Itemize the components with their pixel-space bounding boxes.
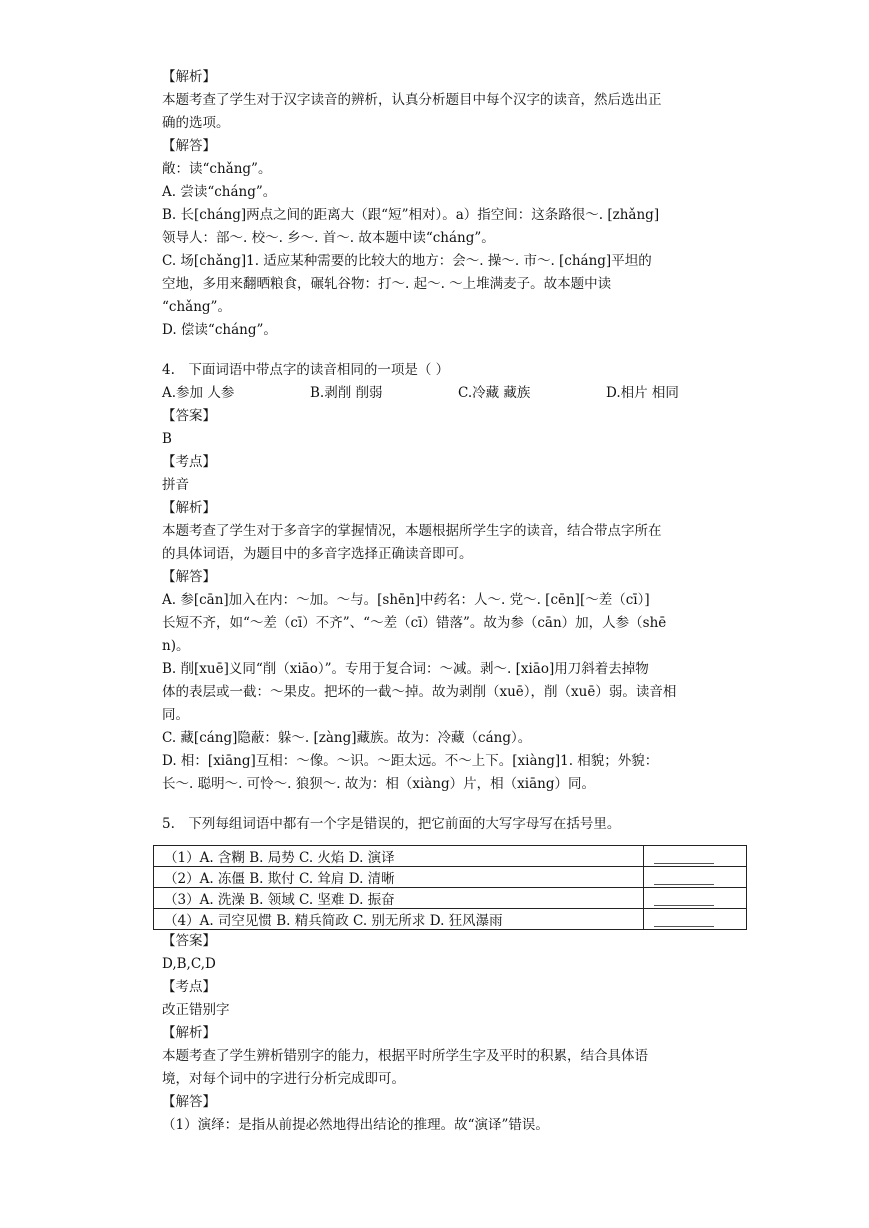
spacer [162,342,752,359]
solution-line: 体的表层或一截：～果皮。把坏的一截～掉。故为剥削（xuē），削（xuē）弱。读音相 [162,684,677,700]
solution-line: A. 参[cān]加入在内：～加。～与。[shēn]中药名：人～. 党～. [cēn][～差（cī）] [162,592,650,608]
solution-line: （1）演绎：是指从前提必然地得出结论的推理。故“演译”错误。 [162,1117,549,1133]
answer-value: B [162,431,172,447]
table-cell-question: （3）A. 洗澡 B. 领域 C. 坚难 D. 振奋 [154,888,644,909]
blank-underline [654,849,714,864]
document-page [162,66,752,1137]
blank-underline [654,870,714,885]
solution-line: 敞：读“chǎng”。 [162,161,272,177]
solution-line: 同。 [162,707,189,723]
analysis-text: 境，对每个词中的字进行分析完成即可。 [162,1071,405,1087]
section-heading-point: 【考点】 [162,454,216,470]
solution-line: D. 相：[xiāng]互相：～像。～识。～距太远。不～上下。[xiàng]1. 相貌；外貌： [162,753,659,769]
section-heading-analysis: 【解析】 [162,1025,216,1041]
point-value: 拼音 [162,477,189,493]
section-heading-answer: 【答案】 [162,408,216,424]
solution-line: B. 削[xuē]义同“削（xiāo）”。专用于复合词：～减。剥～. [xiāo]用刀斜着去掉物 [162,661,649,677]
table-row [154,867,747,888]
section-heading-solution: 【解答】 [162,138,216,154]
answer-blank[interactable] [644,867,747,888]
section-heading-analysis: 【解析】 [162,69,216,85]
solution-line: “chǎng”。 [162,299,231,315]
answer-value: D,B,C,D [162,956,216,972]
solution-line: D. 偿读“cháng”。 [162,322,277,338]
answer-blank[interactable] [644,846,747,867]
spacer [162,796,752,813]
option-b: B.剥削 削弱 [310,385,383,401]
question-4-stem: 4. 下面词语中带点字的读音相同的一项是（ ） [162,362,450,378]
section-heading-solution: 【解答】 [162,1094,216,1110]
analysis-text: 本题考查了学生辨析错别字的能力，根据平时所学生字及平时的积累，结合具体语 [162,1048,648,1064]
solution-line: C. 藏[cáng]隐蔽：躲～. [zàng]藏族。故为：冷藏（cáng）。 [162,730,532,746]
solution-line: 空地，多用来翻晒粮食，碾轧谷物：打～. 起～. ～上堆满麦子。故本题中读 [162,276,612,292]
blank-underline [654,891,714,906]
table-row [154,909,747,930]
analysis-text: 确的选项。 [162,115,230,131]
section-heading-analysis: 【解析】 [162,500,216,516]
question-5-table [153,845,747,930]
question-5-stem: 5. 下列每组词语中都有一个字是错误的，把它前面的大写字母写在括号里。 [162,816,621,832]
section-heading-point: 【考点】 [162,979,216,995]
answer-blank[interactable] [644,909,747,930]
table-cell-question: （4）A. 司空见惯 B. 精兵简政 C. 别无所求 D. 狂风瀑雨 [154,909,644,930]
analysis-text: 的具体词语，为题目中的多音字选择正确读音即可。 [162,546,473,562]
solution-line: B. 长[cháng]两点之间的距离大（跟“短”相对）。a）指空间：这条路很～. [zhǎng] [162,207,660,223]
table-cell-question: （1）A. 含糊 B. 局势 C. 火焰 D. 演译 [154,846,644,867]
solution-line: n)。 [162,638,190,654]
table-cell-question: （2）A. 冻僵 B. 欺付 C. 耸肩 D. 清晰 [154,867,644,888]
solution-line: 领导人：部～. 校～. 乡～. 首～. 故本题中读“cháng”。 [162,230,495,246]
section-heading-answer: 【答案】 [162,933,216,949]
table-row [154,888,747,909]
solution-line: 长～. 聪明～. 可怜～. 狼狈～. 故为：相（xiàng）片，相（xiāng）同。 [162,776,595,792]
solution-line: A. 尝读“cháng”。 [162,184,277,200]
option-a: A.参加 人参 [162,385,235,401]
table-row [154,846,747,867]
section-heading-solution: 【解答】 [162,569,216,585]
option-d: D.相片 相同 [606,385,679,401]
option-c: C.冷藏 藏族 [458,385,531,401]
solution-line: 长短不齐，如“～差（cī）不齐”、“～差（cī）错落”。故为参（cān）加，人参（shē [162,615,667,631]
question-4-options [162,382,752,405]
analysis-text: 本题考查了学生对于汉字读音的辨析，认真分析题目中每个汉字的读音，然后选出正 [162,92,662,108]
solution-line: C. 场[chǎng]1. 适应某种需要的比较大的地方：会～. 操～. 市～. [cháng]平坦的 [162,253,652,269]
answer-blank[interactable] [644,888,747,909]
analysis-text: 本题考查了学生对于多音字的掌握情况，本题根据所学生字的读音，结合带点字所在 [162,523,662,539]
point-value: 改正错别字 [162,1002,230,1018]
blank-underline [654,912,714,927]
